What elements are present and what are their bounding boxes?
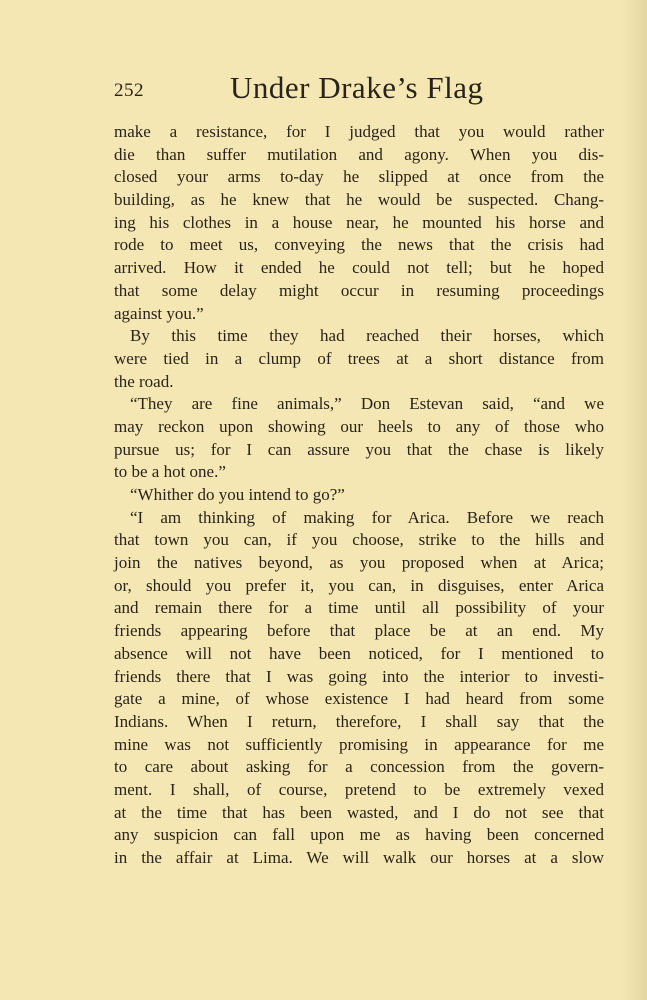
text-line: against you.”: [114, 303, 204, 323]
body-text: [114, 121, 604, 870]
text-line: the road.: [114, 371, 174, 391]
text-line: friends there that I was going into the interior to investi-: [114, 666, 604, 686]
text-line: and remain there for a time until all possibility of your: [114, 598, 604, 618]
text-line: may reckon upon showing our heels to any of those who: [114, 416, 604, 436]
text-line: were tied in a clump of trees at a short distance from: [114, 348, 604, 368]
text-line: any suspicion can fall upon me as having been concerned: [114, 825, 604, 845]
text-line: mine was not sufficiently promising in appearance for me: [114, 734, 604, 754]
text-line: By this time they had reached their horses, which: [130, 326, 604, 346]
text-line: arrived. How it ended he could not tell; but he hoped: [114, 258, 604, 278]
text-line: “They are fine animals,” Don Estevan said, “and we: [130, 394, 604, 414]
text-line: that some delay might occur in resuming proceedings: [114, 280, 604, 300]
text-line: in the affair at Lima. We will walk our horses at a slow: [114, 848, 604, 867]
text-line: at the time that has been wasted, and I do not see that: [114, 802, 604, 822]
running-title: Under Drake’s Flag: [230, 70, 484, 105]
page-number: 252: [114, 80, 144, 101]
text-line: closed your arms to-day he slipped at once from the: [114, 167, 604, 187]
text-line: building, as he knew that he would be suspected. Chang-: [114, 190, 604, 210]
text-line: that town you can, if you choose, strike to the hills and: [114, 530, 604, 550]
text-line: Indians. When I return, therefore, I shall say that the: [114, 711, 604, 731]
text-line: to be a hot one.”: [114, 462, 226, 482]
page-header: [114, 70, 604, 114]
text-line: gate a mine, of whose existence I had heard from some: [114, 689, 604, 709]
text-line: “I am thinking of making for Arica. Before we reach: [130, 507, 604, 527]
text-line: make a resistance, for I judged that you would rather: [114, 122, 604, 141]
text-line: or, should you prefer it, you can, in disguises, enter Arica: [114, 575, 604, 595]
text-line: join the natives beyond, as you proposed when at Arica;: [114, 553, 604, 573]
text-line: rode to meet us, conveying the news that the crisis had: [114, 235, 604, 255]
text-line: absence will not have been noticed, for I mentioned to: [114, 643, 604, 663]
text-line: friends appearing before that place be at an end. My: [114, 621, 604, 641]
text-line: ing his clothes in a house near, he mounted his horse and: [114, 212, 604, 232]
text-line: ment. I shall, of course, pretend to be extremely vexed: [114, 779, 604, 799]
text-line: pursue us; for I can assure you that the chase is likely: [114, 439, 604, 459]
text-line: to care about asking for a concession from the govern-: [114, 757, 604, 777]
text-line: “Whither do you intend to go?”: [130, 485, 345, 504]
text-line: die than suffer mutilation and agony. When you dis-: [114, 144, 604, 164]
